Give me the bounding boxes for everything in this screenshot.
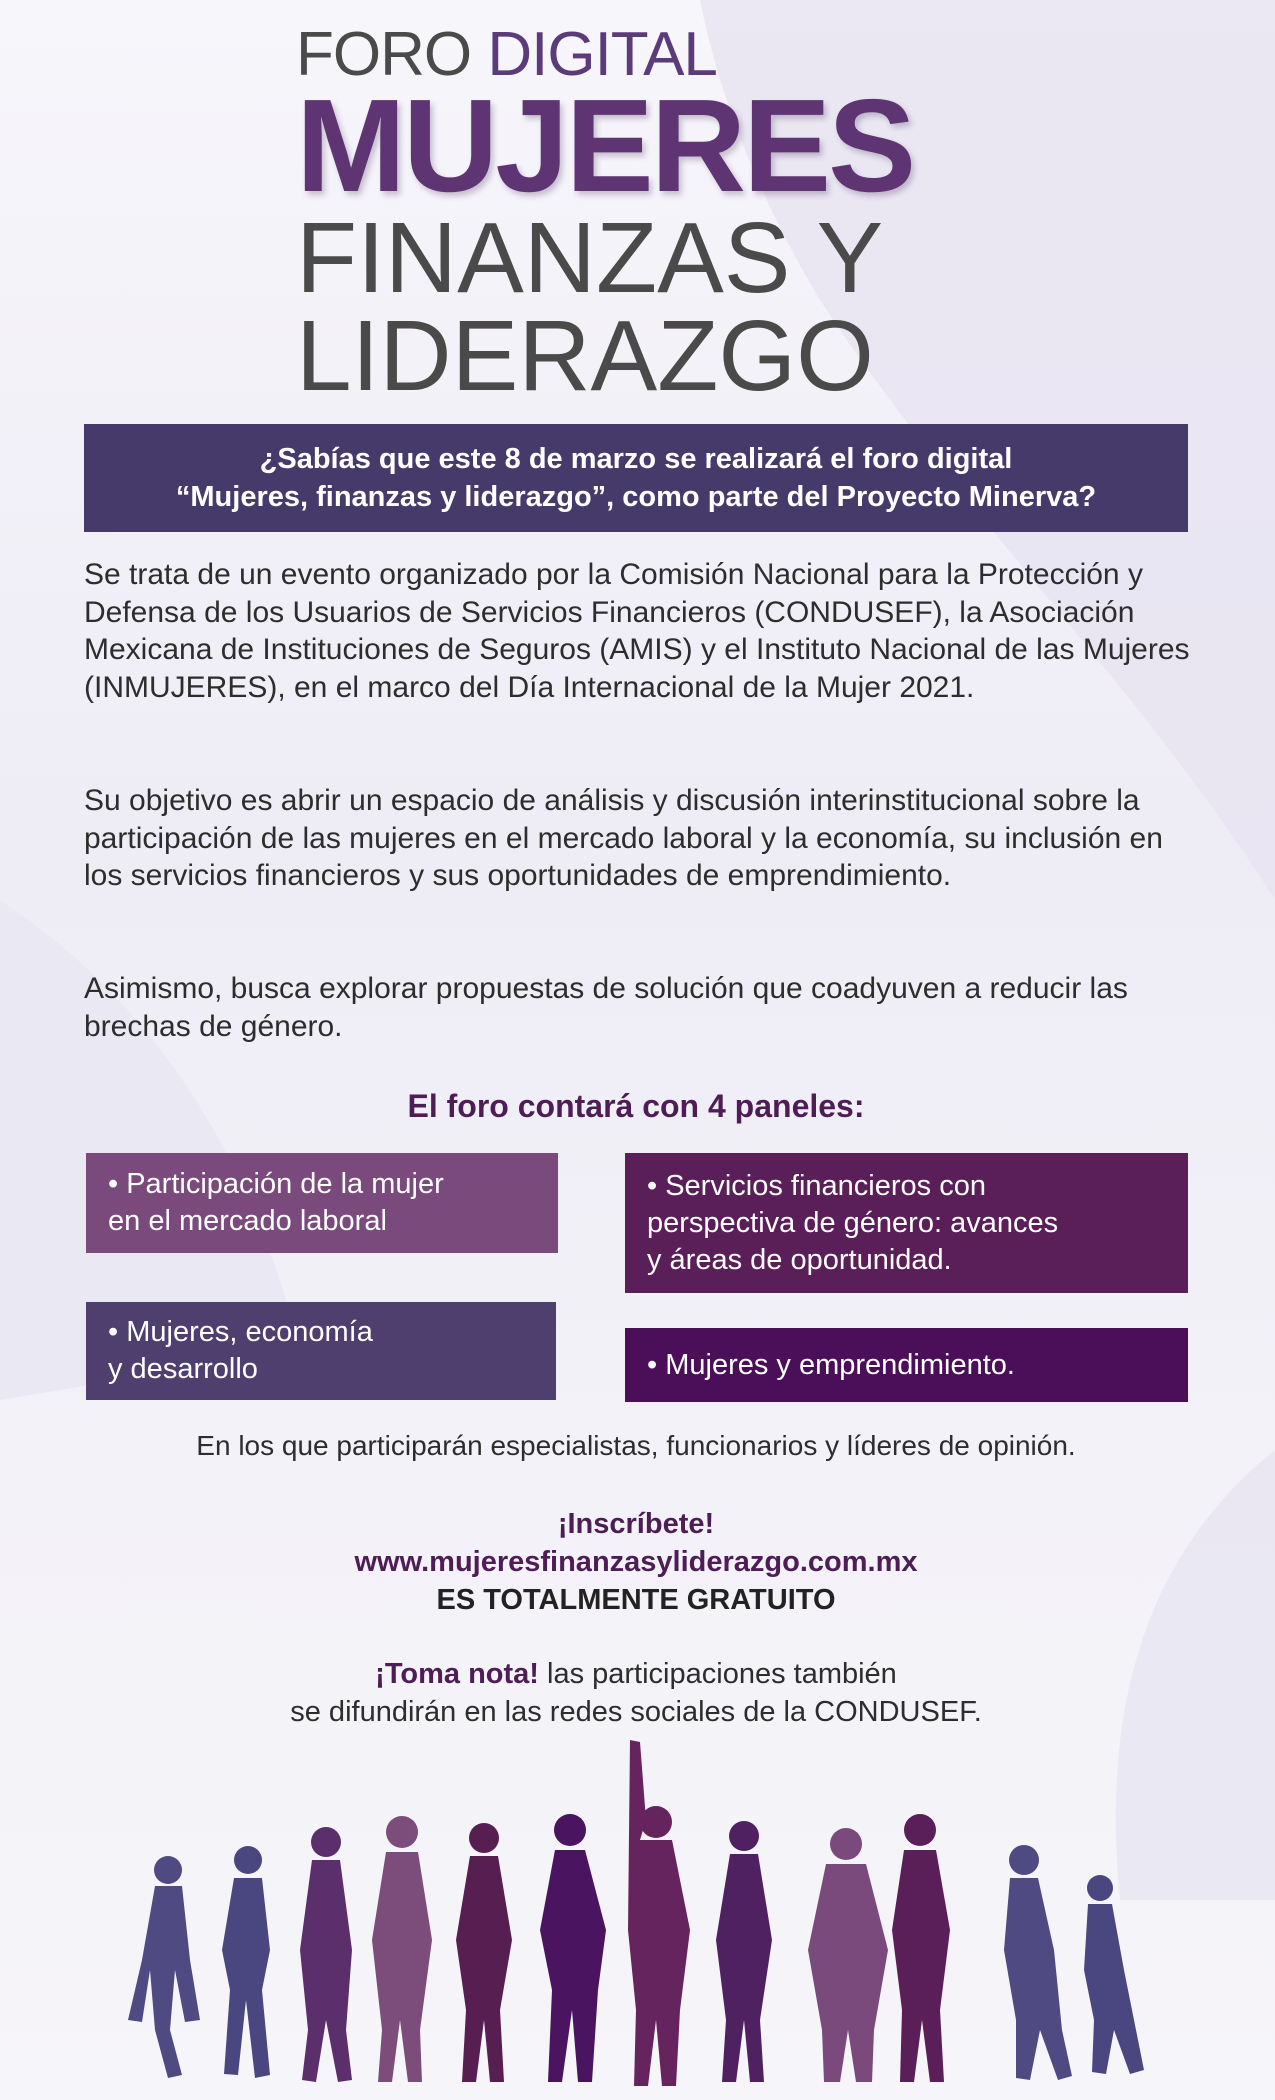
woman-silhouette-icon [128, 1856, 200, 2078]
woman-silhouette-icon [456, 1823, 512, 2082]
panel-financial-services-gender [625, 1153, 1188, 1293]
note-line-2: se difundirán en las redes sociales de la CONDUSEF. [290, 1696, 982, 1728]
woman-silhouette-icon [372, 1816, 432, 2082]
title-line-liderazgo: LIDERAZGO [296, 300, 874, 412]
note-bold: ¡Toma nota! [375, 1658, 539, 1690]
woman-silhouette-icon [222, 1846, 270, 2078]
panels-heading: El foro contará con 4 paneles: [407, 1088, 865, 1124]
panel-women-labor-market [86, 1153, 558, 1253]
question-banner [84, 424, 1188, 532]
note-rest-1: las participaciones también [547, 1658, 897, 1690]
paragraph-organizers: Se trata de un evento organizado por la Comisión Nacional para la Protección y Defensa de los Usuarios de Servicios Financieros (CONDUSEF), la Asociación Mexicana de Instituciones de Seguros (AMIS) y el Instituto Nacional de las Mujeres (INMUJERES), en el marco del Día Internacional de la Mujer 2021. [84, 558, 1190, 704]
registration-link[interactable]: www.mujeresfinanzasyliderazgo.com.mx [354, 1546, 918, 1578]
panel-women-entrepreneurship [625, 1328, 1188, 1402]
note-line-1 [84, 1655, 1188, 1693]
free-label: ES TOTALMENTE GRATUITO [436, 1584, 836, 1616]
title-word-digital: DIGITAL [487, 20, 717, 89]
women-silhouettes-illustration [0, 1730, 1275, 2100]
woman-silhouette-icon [628, 1740, 690, 2086]
woman-silhouette-icon [1004, 1845, 1072, 2080]
event-title [296, 20, 1096, 412]
title-word-foro: FORO [296, 20, 472, 89]
woman-silhouette-icon [716, 1821, 772, 2082]
woman-silhouette-icon [300, 1827, 352, 2082]
paragraph-proposals: Asimismo, busca explorar propuestas de solución que coadyuven a reducir las brechas de género. [84, 972, 1128, 1043]
specialists-text: En los que participarán especialistas, funcionarios y líderes de opinión. [196, 1430, 1076, 1461]
panel-line: • Mujeres, economía [108, 1316, 373, 1348]
woman-silhouette-icon [540, 1814, 606, 2082]
banner-line-1: ¿Sabías que este 8 de marzo se realizará el foro digital [259, 443, 1013, 475]
panel-line: • Mujeres y emprendimiento. [647, 1348, 1015, 1381]
title-line-mujeres: MUJERES [296, 72, 914, 219]
panel-line: perspectiva de género: avances [647, 1206, 1059, 1239]
panel-women-economy-development [86, 1302, 556, 1400]
panel-line: y áreas de oportunidad. [647, 1243, 952, 1276]
registration-block [84, 1505, 1188, 1619]
panel-line: en el mercado laboral [108, 1205, 387, 1237]
woman-silhouette-icon [892, 1814, 950, 2082]
banner-line-2: “Mujeres, finanzas y liderazgo”, como parte del Proyecto Minerva? [175, 481, 1097, 513]
paragraph-objective: Su objetivo es abrir un espacio de análisis y discusión interinstitucional sobre la participación de las mujeres en el mercado laboral y la economía, su inclusión en los servicios financieros y sus oportunidades de emprendimiento. [84, 784, 1163, 892]
woman-silhouette-icon [808, 1828, 888, 2082]
register-label: ¡Inscríbete! [557, 1508, 715, 1540]
panel-line: • Servicios financieros con [647, 1169, 986, 1202]
title-line-finanzas: FINANZAS Y [296, 202, 884, 314]
child-silhouette-icon [1084, 1875, 1144, 2074]
panel-line: y desarrollo [108, 1353, 258, 1385]
panel-line: • Participación de la mujer [108, 1168, 444, 1200]
note-block [84, 1655, 1188, 1731]
